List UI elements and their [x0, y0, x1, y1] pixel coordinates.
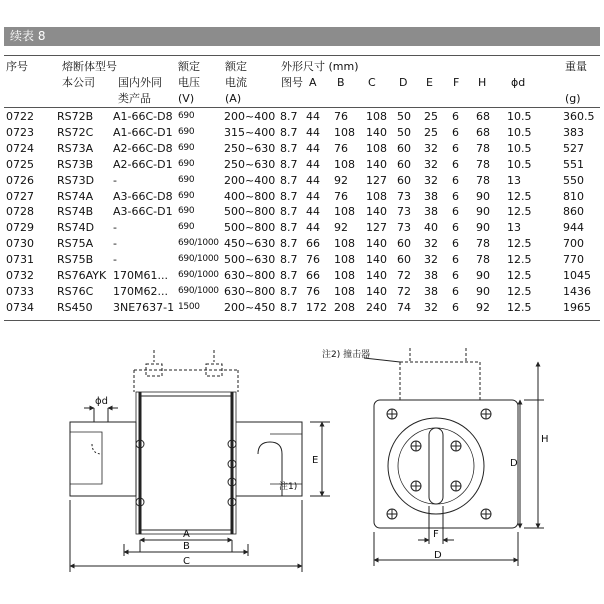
- cell-model: RS74D: [57, 221, 95, 235]
- cell-similar: A1-66C-D1: [113, 125, 173, 139]
- cell-h: 90: [476, 269, 490, 282]
- cell-phid: 12.5: [507, 253, 532, 267]
- label-f: F: [433, 529, 439, 540]
- cell-f: 6: [452, 141, 459, 155]
- cell-b: 208: [334, 300, 355, 314]
- header-col-d: D: [399, 76, 408, 89]
- cell-voltage: 690: [178, 174, 195, 185]
- cell-a: 44: [306, 205, 320, 219]
- cell-current: 200~450: [224, 300, 276, 314]
- table-title: 续表 8: [4, 27, 600, 46]
- cell-voltage: 690/1000: [178, 270, 219, 280]
- cell-current: 250~630: [224, 157, 276, 171]
- cell-f: 6: [452, 157, 459, 171]
- cell-similar: -: [113, 253, 117, 267]
- table-row: [4, 109, 600, 124]
- cell-current: 630~800: [224, 269, 276, 282]
- cell-phid: 10.5: [507, 125, 532, 139]
- cell-model: RS73D: [57, 173, 95, 187]
- label-phid: ϕd: [95, 396, 108, 407]
- cell-b: 108: [334, 269, 355, 282]
- cell-b: 108: [334, 157, 355, 171]
- cell-similar: -: [113, 237, 117, 251]
- cell-h: 90: [476, 205, 490, 219]
- cell-similar: A1-66C-D8: [113, 110, 173, 123]
- cell-phid: 13: [507, 173, 521, 187]
- cell-d: 50: [397, 110, 411, 123]
- cell-d: 72: [397, 269, 411, 282]
- cell-voltage: 690: [178, 158, 195, 169]
- header-col-h: H: [478, 76, 487, 89]
- table-row: [4, 189, 600, 204]
- cell-d: 60: [397, 173, 411, 187]
- cell-b: 108: [334, 205, 355, 219]
- cell-fig: 8.7: [280, 125, 298, 139]
- cell-a: 172: [306, 300, 327, 314]
- cell-phid: 13: [507, 221, 521, 235]
- cell-d: 73: [397, 189, 411, 203]
- cell-seq: 0730: [6, 237, 34, 251]
- label-c: C: [183, 556, 190, 567]
- cell-weight: 360.5: [563, 110, 595, 123]
- cell-current: 500~800: [224, 221, 276, 235]
- cell-e: 32: [424, 157, 438, 171]
- cell-c: 140: [366, 269, 387, 282]
- cell-c: 140: [366, 237, 387, 251]
- cell-fig: 8.7: [280, 300, 298, 314]
- cell-model: RS450: [57, 300, 93, 314]
- cell-weight: 1045: [563, 269, 591, 282]
- cell-weight: 1965: [563, 300, 591, 314]
- cell-f: 6: [452, 221, 459, 235]
- cell-seq: 0732: [6, 269, 34, 282]
- table-row: [4, 268, 600, 283]
- cell-b: 76: [334, 141, 348, 155]
- cell-c: 140: [366, 205, 387, 219]
- cell-current: 630~800: [224, 284, 276, 298]
- cell-phid: 10.5: [507, 157, 532, 171]
- label-d-vertical: D: [510, 458, 518, 469]
- cell-h: 90: [476, 189, 490, 203]
- cell-h: 90: [476, 221, 490, 235]
- cell-seq: 0729: [6, 221, 34, 235]
- cell-d: 74: [397, 300, 411, 314]
- cell-model: RS72B: [57, 110, 94, 123]
- cell-d: 73: [397, 205, 411, 219]
- cell-c: 140: [366, 284, 387, 298]
- cell-model: RS75A: [57, 237, 94, 251]
- cell-e: 38: [424, 205, 438, 219]
- cell-weight: 944: [563, 221, 584, 235]
- cell-seq: 0726: [6, 173, 34, 187]
- cell-h: 92: [476, 300, 490, 314]
- front-bolts: [387, 409, 491, 519]
- cell-b: 92: [334, 173, 348, 187]
- cell-seq: 0725: [6, 157, 34, 171]
- cell-e: 32: [424, 237, 438, 251]
- cell-b: 108: [334, 237, 355, 251]
- cell-fig: 8.7: [280, 173, 298, 187]
- cell-h: 78: [476, 141, 490, 155]
- cell-d: 60: [397, 157, 411, 171]
- header-similar-1: 国内外同: [118, 76, 162, 89]
- label-d-bottom: D: [434, 550, 442, 561]
- cell-current: 200~400: [224, 110, 276, 123]
- cell-model: RS73B: [57, 157, 94, 171]
- cell-model: RS76C: [57, 284, 94, 298]
- cell-similar: -: [113, 221, 117, 235]
- cell-seq: 0734: [6, 300, 34, 314]
- cell-model: RS76AYK: [57, 269, 107, 282]
- cell-e: 32: [424, 141, 438, 155]
- cell-voltage: 690: [178, 126, 195, 137]
- cell-f: 6: [452, 205, 459, 219]
- table-row: [4, 125, 600, 140]
- header-fuse-model: 熔断体型号: [62, 60, 117, 73]
- header-col-phid: ϕd: [511, 76, 526, 89]
- label-h: H: [541, 434, 549, 445]
- cell-e: 25: [424, 125, 438, 139]
- cell-phid: 12.5: [507, 237, 532, 251]
- cell-phid: 10.5: [507, 141, 532, 155]
- header-voltage-2: 电压: [178, 76, 200, 89]
- cell-phid: 12.5: [507, 300, 532, 314]
- header-drawing-no: 图号: [281, 76, 303, 89]
- cell-model: RS74B: [57, 205, 94, 219]
- label-a: A: [183, 529, 190, 540]
- cell-a: 44: [306, 189, 320, 203]
- cell-h: 78: [476, 157, 490, 171]
- cell-fig: 8.7: [280, 110, 298, 123]
- table-row: [4, 157, 600, 172]
- cell-c: 108: [366, 141, 387, 155]
- cell-a: 44: [306, 110, 320, 123]
- cell-current: 200~400: [224, 173, 276, 187]
- cell-voltage: 690: [178, 142, 195, 153]
- header-bottom-rule: [4, 107, 600, 108]
- cell-model: RS75B: [57, 253, 94, 267]
- cell-similar: A2-66C-D1: [113, 157, 173, 171]
- cell-d: 60: [397, 141, 411, 155]
- cell-similar: A3-66C-D8: [113, 189, 173, 203]
- cell-similar: A3-66C-D1: [113, 205, 173, 219]
- table-row: [4, 252, 600, 267]
- cell-c: 108: [366, 189, 387, 203]
- header-weight: 重量: [565, 60, 587, 73]
- header-voltage-1: 额定: [178, 60, 200, 73]
- cell-voltage: 690/1000: [178, 238, 219, 249]
- table-row: [4, 204, 600, 219]
- cell-voltage: 690: [178, 111, 195, 121]
- cell-fig: 8.7: [280, 141, 298, 155]
- cell-c: 140: [366, 253, 387, 267]
- cell-phid: 12.5: [507, 189, 532, 203]
- cell-d: 60: [397, 237, 411, 251]
- cell-e: 38: [424, 284, 438, 298]
- cell-fig: 8.7: [280, 157, 298, 171]
- header-current-unit: (A): [225, 92, 242, 105]
- cell-e: 25: [424, 110, 438, 123]
- cell-b: 76: [334, 189, 348, 203]
- header-our-company: 本公司: [62, 76, 95, 89]
- table-row: [4, 284, 600, 299]
- cell-a: 44: [306, 141, 320, 155]
- cell-phid: 12.5: [507, 205, 532, 219]
- cell-e: 38: [424, 189, 438, 203]
- cell-weight: 860: [563, 205, 584, 219]
- cell-fig: 8.7: [280, 205, 298, 219]
- cell-seq: 0728: [6, 205, 34, 219]
- cell-seq: 0731: [6, 253, 34, 267]
- table-row: [4, 236, 600, 251]
- cell-fig: 8.7: [280, 237, 298, 251]
- cell-phid: 12.5: [507, 284, 532, 298]
- cell-h: 68: [476, 110, 490, 123]
- header-similar-2: 类产品: [118, 92, 151, 105]
- cell-voltage: 690: [178, 206, 195, 217]
- header-col-b: B: [337, 76, 345, 89]
- cell-f: 6: [452, 189, 459, 203]
- cell-current: 500~630: [224, 253, 276, 267]
- cell-model: RS72C: [57, 125, 94, 139]
- cell-f: 6: [452, 300, 459, 314]
- cell-model: RS74A: [57, 189, 94, 203]
- cell-weight: 383: [563, 125, 584, 139]
- cell-voltage: 690/1000: [178, 285, 219, 296]
- cell-d: 60: [397, 253, 411, 267]
- cell-a: 66: [306, 269, 320, 282]
- cell-seq: 0733: [6, 284, 34, 298]
- cell-h: 78: [476, 173, 490, 187]
- cell-a: 44: [306, 125, 320, 139]
- cell-current: 400~800: [224, 189, 276, 203]
- cell-model: RS73A: [57, 141, 94, 155]
- cell-b: 108: [334, 125, 355, 139]
- cell-e: 40: [424, 221, 438, 235]
- cell-fig: 8.7: [280, 221, 298, 235]
- header-col-e: E: [426, 76, 433, 89]
- cell-fig: 8.7: [280, 189, 298, 203]
- header-current-1: 额定: [225, 60, 247, 73]
- cell-d: 72: [397, 284, 411, 298]
- header-dims: 外形尺寸 (mm): [281, 60, 359, 73]
- header-voltage-unit: (V): [178, 92, 195, 105]
- cell-voltage: 690: [178, 190, 195, 201]
- cell-seq: 0723: [6, 125, 34, 139]
- note-1: 注1): [279, 482, 298, 492]
- cell-a: 44: [306, 157, 320, 171]
- cell-weight: 551: [563, 157, 584, 171]
- cell-b: 108: [334, 253, 355, 267]
- cell-e: 32: [424, 253, 438, 267]
- cell-weight: 1436: [563, 284, 591, 298]
- table-row: [4, 141, 600, 156]
- cell-f: 6: [452, 125, 459, 139]
- cell-voltage: 690/1000: [178, 254, 219, 265]
- table-row: [4, 173, 600, 188]
- header-current-2: 电流: [225, 76, 247, 89]
- cell-seq: 0722: [6, 110, 34, 123]
- cell-weight: 770: [563, 253, 584, 267]
- cell-b: 76: [334, 110, 348, 123]
- cell-weight: 700: [563, 237, 584, 251]
- cell-a: 44: [306, 221, 320, 235]
- header-weight-unit: (g): [565, 92, 581, 105]
- cell-c: 140: [366, 157, 387, 171]
- label-b: B: [183, 541, 190, 552]
- cell-similar: -: [113, 173, 117, 187]
- header-top-rule: [4, 55, 600, 56]
- cell-f: 6: [452, 284, 459, 298]
- cell-current: 315~400: [224, 125, 276, 139]
- cell-current: 500~800: [224, 205, 276, 219]
- cell-a: 66: [306, 237, 320, 251]
- header-seq: 序号: [6, 60, 28, 73]
- cell-similar: 170M62...: [113, 284, 168, 298]
- header-col-c: C: [368, 76, 376, 89]
- cell-c: 127: [366, 221, 387, 235]
- cell-fig: 8.7: [280, 253, 298, 267]
- cell-b: 108: [334, 284, 355, 298]
- cell-b: 92: [334, 221, 348, 235]
- cell-d: 50: [397, 125, 411, 139]
- cell-c: 140: [366, 125, 387, 139]
- cell-fig: 8.7: [280, 284, 298, 298]
- cell-a: 44: [306, 173, 320, 187]
- cell-similar: 3NE7637-1: [113, 300, 175, 314]
- cell-e: 38: [424, 269, 438, 282]
- cell-fig: 8.7: [280, 269, 298, 282]
- dimension-drawing: [0, 334, 604, 604]
- table-row: [4, 220, 600, 235]
- cell-similar: A2-66C-D8: [113, 141, 173, 155]
- cell-seq: 0724: [6, 141, 34, 155]
- table-bottom-rule: [4, 320, 600, 321]
- fuse-body: [140, 396, 232, 530]
- header-col-a: A: [309, 76, 317, 89]
- cell-f: 6: [452, 269, 459, 282]
- cell-f: 6: [452, 237, 459, 251]
- cell-h: 78: [476, 237, 490, 251]
- label-e: E: [312, 455, 319, 466]
- cell-c: 240: [366, 300, 387, 314]
- cell-current: 250~630: [224, 141, 276, 155]
- cell-similar: 170M61...: [113, 269, 168, 282]
- cell-current: 450~630: [224, 237, 276, 251]
- cell-a: 76: [306, 253, 320, 267]
- cell-seq: 0727: [6, 189, 34, 203]
- cell-voltage: 690: [178, 222, 195, 233]
- cell-e: 32: [424, 300, 438, 314]
- cell-e: 32: [424, 173, 438, 187]
- cell-h: 90: [476, 284, 490, 298]
- cell-c: 127: [366, 173, 387, 187]
- cell-h: 78: [476, 253, 490, 267]
- cell-voltage: 1500: [178, 301, 200, 312]
- header-col-f: F: [453, 76, 460, 89]
- cell-phid: 10.5: [507, 110, 532, 123]
- cell-h: 68: [476, 125, 490, 139]
- table-row: [4, 300, 600, 315]
- cell-d: 73: [397, 221, 411, 235]
- cell-weight: 527: [563, 141, 584, 155]
- cell-f: 6: [452, 253, 459, 267]
- cell-f: 6: [452, 110, 459, 123]
- cell-weight: 550: [563, 173, 584, 187]
- cell-weight: 810: [563, 189, 584, 203]
- note-2: 注2) 撞击器: [322, 350, 371, 360]
- cell-a: 76: [306, 284, 320, 298]
- cell-phid: 12.5: [507, 269, 532, 282]
- cell-c: 108: [366, 110, 387, 123]
- cell-f: 6: [452, 173, 459, 187]
